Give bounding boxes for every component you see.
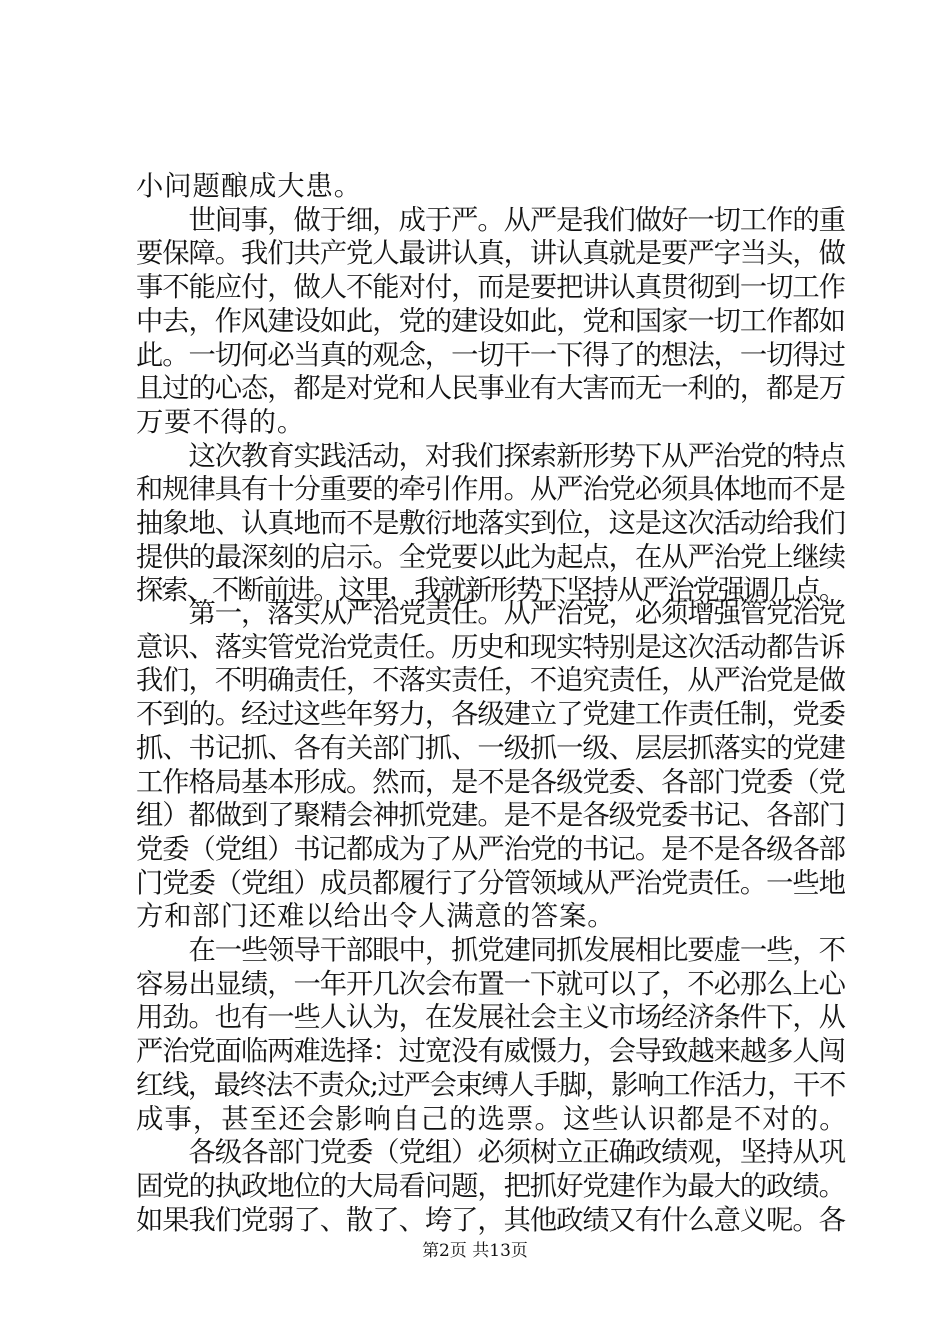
text-line: 工作格局基本形成。然而，是不是各级党委、各部门党委（党	[136, 766, 845, 798]
text-line: 此。一切何必当真的观念，一切干一下得了的想法，一切得过	[136, 339, 845, 371]
text-line: 中去，作风建设如此，党的建设如此，党和国家一切工作都如	[136, 305, 845, 337]
text-line: 我们，不明确责任，不落实责任，不追究责任，从严治党是做	[136, 665, 845, 697]
text-line: 事不能应付，做人不能对付，而是要把讲认真贯彻到一切工作	[136, 272, 845, 304]
text-line: 意识、落实管党治党责任。历史和现实特别是这次活动都告诉	[136, 631, 845, 663]
text-line: 和规律具有十分重要的牵引作用。从严治党必须具体地而不是	[136, 474, 845, 506]
text-line: 不到的。经过这些年努力，各级建立了党建工作责任制，党委	[136, 699, 845, 731]
text-line: 红线，最终法不责众;过严会束缚人手脚，影响工作活力，干不	[136, 1069, 845, 1101]
page-footer: 第2页 共13页	[422, 1241, 528, 1261]
text-line: 世间事，做于细，成于严。从严是我们做好一切工作的重	[136, 204, 845, 236]
text-line: 党委（党组）书记都成为了从严治党的书记。是不是各级各部	[136, 833, 845, 865]
text-line: 容易出显绩，一年开几次会布置一下就可以了，不必那么上心	[136, 968, 845, 1000]
text-line: 方和部门还难以给出令人满意的答案。	[136, 901, 616, 933]
text-line: 这次教育实践活动，对我们探索新形势下从严治党的特点	[136, 440, 845, 472]
text-line: 固党的执政地位的大局看问题，把抓好党建作为最大的政绩。	[136, 1170, 845, 1202]
text-line: 成事，甚至还会影响自己的选票。这些认识都是不对的。	[136, 1103, 848, 1135]
text-line: 小问题酿成大患。	[136, 171, 362, 202]
text-line: 抽象地、认真地而不是敷衍地落实到位，这是这次活动给我们	[136, 508, 845, 539]
text-line: 第一，落实从严治党责任。从严治党，必须增强管党治党	[136, 598, 845, 629]
text-line: 如果我们党弱了、散了、垮了，其他政绩又有什么意义呢。各	[136, 1204, 845, 1236]
text-line: 严治党面临两难选择：过宽没有威慑力，会导致越来越多人闯	[136, 1036, 845, 1068]
text-line: 且过的心态，都是对党和人民事业有大害而无一利的，都是万	[136, 373, 845, 405]
text-line: 要保障。我们共产党人最讲认真，讲认真就是要严字当头，做	[136, 238, 845, 270]
text-line: 各级各部门党委（党组）必须树立正确政绩观，坚持从巩	[136, 1137, 845, 1169]
text-line: 门党委（党组）成员都履行了分管领域从严治党责任。一些地	[136, 867, 845, 899]
text-line: 探索、不断前进。这里，我就新形势下坚持从严治党强调几点。	[136, 575, 845, 607]
text-line: 提供的最深刻的启示。全党要以此为起点，在从严治党上继续	[136, 541, 845, 573]
text-line: 万要不得的。	[136, 406, 306, 438]
text-line: 组）都做到了聚精会神抓党建。是不是各级党委书记、各部门	[136, 800, 845, 832]
text-line: 用劲。也有一些人认为，在发展社会主义市场经济条件下，从	[136, 1002, 845, 1034]
text-line: 抓、书记抓、各有关部门抓、一级抓一级、层层抓落实的党建	[136, 732, 845, 764]
text-line: 在一些领导干部眼中，抓党建同抓发展相比要虚一些，不	[136, 935, 845, 966]
